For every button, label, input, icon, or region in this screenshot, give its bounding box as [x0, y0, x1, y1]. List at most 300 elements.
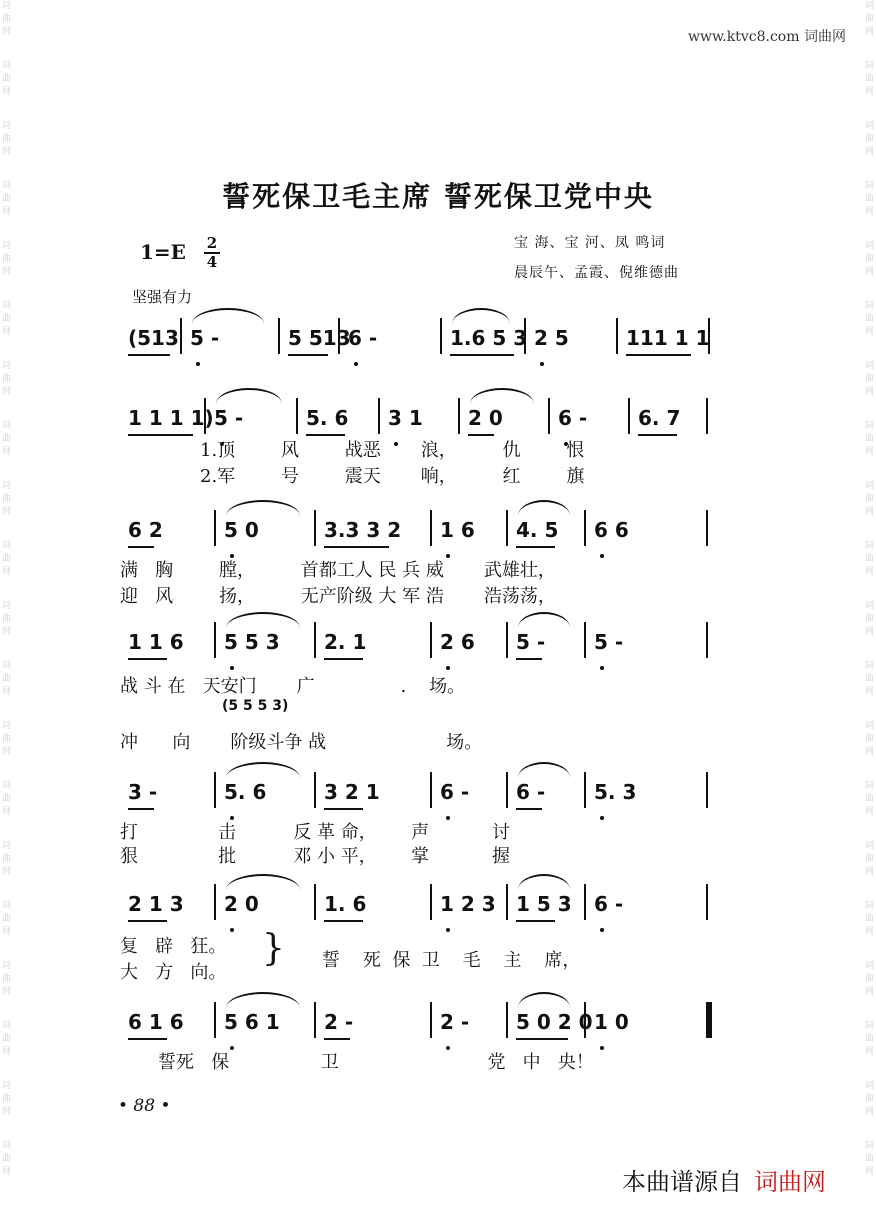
side-watermark-char: 网	[2, 207, 12, 217]
bar-line	[506, 884, 508, 920]
octave-dot	[196, 362, 200, 366]
beam-underline	[516, 1038, 568, 1040]
side-watermark-char: 曲	[2, 674, 12, 684]
beam-underline	[516, 546, 555, 548]
side-watermark-char: 曲	[864, 194, 874, 204]
measure-notes: 2 0	[468, 406, 503, 430]
side-watermark-char: 网	[2, 747, 12, 757]
side-watermark-char: 词	[2, 421, 12, 431]
side-watermark-group	[854, 600, 874, 660]
side-watermark-char: 网	[864, 267, 874, 277]
bar-line	[314, 622, 316, 658]
side-watermark-char: 网	[2, 927, 12, 937]
side-watermark-group	[2, 540, 22, 600]
side-watermark-char: 网	[864, 207, 874, 217]
bar-line	[180, 318, 182, 354]
side-watermark-char: 网	[864, 447, 874, 457]
slur-arc	[226, 500, 300, 516]
bar-line	[314, 884, 316, 920]
side-watermark-char: 词	[864, 1, 874, 11]
side-watermark-char: 曲	[864, 74, 874, 84]
side-watermark-char: 词	[2, 601, 12, 611]
side-watermark-char: 曲	[2, 494, 12, 504]
bar-line	[296, 398, 298, 434]
octave-dot	[446, 928, 450, 932]
measure-notes: 2 6	[440, 630, 475, 654]
bar-line	[506, 622, 508, 658]
slur-arc	[518, 762, 570, 778]
beam-underline	[516, 808, 542, 810]
side-watermark-char: 词	[864, 181, 874, 191]
bar-line	[506, 772, 508, 808]
notation-row	[118, 884, 718, 928]
side-watermark-group	[2, 120, 22, 180]
side-watermark-group	[854, 1080, 874, 1140]
beam-underline	[324, 1038, 350, 1040]
side-watermark-char: 网	[2, 567, 12, 577]
side-watermark-char: 曲	[2, 854, 12, 864]
slur-arc	[470, 388, 534, 404]
side-watermark-char: 网	[2, 987, 12, 997]
bar-line	[584, 1002, 586, 1038]
side-watermark-group	[2, 1080, 22, 1140]
bar-line	[214, 772, 216, 808]
side-watermark-group	[854, 300, 874, 360]
site-watermark[interactable]	[688, 26, 846, 46]
side-watermark-group	[854, 0, 874, 60]
side-watermark-char: 词	[2, 1, 12, 11]
side-watermark-char: 网	[2, 27, 12, 37]
side-watermark-char: 词	[2, 721, 12, 731]
slur-arc	[226, 992, 300, 1008]
side-watermark-char: 网	[864, 627, 874, 637]
lyric-row6-refrain: 誓 死 保 卫 毛 主 席，	[322, 950, 581, 971]
side-watermark-char: 词	[2, 1141, 12, 1151]
lyric-row7: 誓死 保 卫 党 中 央！	[158, 1052, 594, 1073]
side-watermark-group	[2, 240, 22, 300]
beam-underline	[288, 354, 328, 356]
side-watermark-char: 网	[864, 327, 874, 337]
side-watermark-group	[854, 540, 874, 600]
side-watermark-char: 曲	[2, 194, 12, 204]
slur-arc	[216, 388, 282, 404]
side-watermark-group	[2, 1020, 22, 1080]
side-watermark-char: 网	[864, 1047, 874, 1057]
bar-line	[314, 510, 316, 546]
beam-underline	[638, 434, 677, 436]
bar-line	[584, 622, 586, 658]
measure-notes: 6 -	[440, 780, 470, 804]
beam-underline	[128, 354, 170, 356]
side-watermark-char: 网	[2, 267, 12, 277]
side-watermark-char: 曲	[864, 134, 874, 144]
slur-arc	[452, 308, 510, 324]
tempo-marking: 坚强有力	[132, 288, 193, 306]
side-watermark-char: 曲	[864, 14, 874, 24]
bar-line	[584, 772, 586, 808]
side-watermark-char: 词	[864, 481, 874, 491]
side-watermark-char: 词	[2, 241, 12, 251]
side-watermark-char: 曲	[2, 254, 12, 264]
beam-underline	[128, 1038, 167, 1040]
measure-notes: 3 -	[128, 780, 158, 804]
side-watermark-char: 曲	[864, 494, 874, 504]
beam-underline	[128, 546, 154, 548]
side-watermark-char: 网	[2, 327, 12, 337]
octave-dot	[600, 666, 604, 670]
bar-line	[214, 622, 216, 658]
measure-notes: 111 1 1	[626, 326, 710, 350]
octave-dot	[354, 362, 358, 366]
bar-line	[506, 510, 508, 546]
bar-line	[314, 1002, 316, 1038]
time-signature	[204, 236, 220, 270]
bar-line	[314, 772, 316, 808]
side-watermark-char: 词	[864, 61, 874, 71]
measure-notes: 3.3 3 2	[324, 518, 402, 542]
site-name[interactable]: 词曲网	[803, 29, 846, 45]
side-watermark-char: 词	[2, 1081, 12, 1091]
side-watermark-char: 网	[2, 687, 12, 697]
beam-underline	[128, 920, 167, 922]
octave-dot	[600, 1046, 604, 1050]
side-watermark-char: 网	[2, 1107, 12, 1117]
side-watermark-char: 曲	[2, 314, 12, 324]
bar-line	[706, 772, 708, 808]
octave-dot	[446, 666, 450, 670]
slur-arc	[226, 612, 300, 628]
side-watermark-char: 网	[2, 807, 12, 817]
beam-underline	[324, 546, 389, 548]
side-watermark-char: 网	[864, 567, 874, 577]
side-watermark-char: 网	[864, 807, 874, 817]
bar-line	[706, 510, 708, 546]
site-url[interactable]: www.ktvc8.com	[688, 29, 800, 45]
measure-notes: 5 -	[516, 630, 546, 654]
side-watermark-char: 网	[864, 87, 874, 97]
side-watermark-char: 网	[2, 387, 12, 397]
side-watermark-char: 词	[864, 241, 874, 251]
bar-line	[430, 1002, 432, 1038]
measure-notes: 5 5 3	[224, 630, 280, 654]
side-watermark-char: 曲	[2, 374, 12, 384]
side-watermark-char: 网	[864, 747, 874, 757]
bar-line	[338, 318, 340, 354]
side-watermark-char: 网	[864, 927, 874, 937]
bar-line	[214, 510, 216, 546]
lyric-row2-verse2: 2.军 号 震天 响， 红 旗	[200, 466, 585, 487]
side-watermark-char: 网	[864, 1107, 874, 1117]
side-watermark-group	[2, 60, 22, 120]
lyricist-credit: 宝 海、宝 河、凤 鸣词	[514, 235, 666, 251]
bar-line	[430, 510, 432, 546]
side-watermark-char: 网	[864, 987, 874, 997]
beam-underline	[626, 354, 691, 356]
side-watermark-char: 网	[864, 387, 874, 397]
side-watermark-char: 曲	[864, 794, 874, 804]
side-watermark-char: 网	[2, 1167, 12, 1177]
beam-underline	[516, 658, 542, 660]
measure-notes: 3 1	[388, 406, 423, 430]
side-watermark-char: 词	[864, 901, 874, 911]
side-watermark-char: 网	[2, 87, 12, 97]
measure-notes: 5. 6	[306, 406, 349, 430]
side-watermark-char: 曲	[864, 374, 874, 384]
side-watermark-group	[2, 840, 22, 900]
beam-underline	[128, 434, 193, 436]
side-watermark-group	[2, 360, 22, 420]
bar-line	[616, 318, 618, 354]
side-watermark-group	[2, 480, 22, 540]
side-watermark-char: 网	[2, 147, 12, 157]
side-watermark-char: 曲	[864, 314, 874, 324]
side-watermark-char: 网	[864, 867, 874, 877]
bar-line	[548, 398, 550, 434]
side-watermark-char: 曲	[2, 134, 12, 144]
side-watermark-group	[854, 120, 874, 180]
measure-notes: 6 -	[516, 780, 546, 804]
side-watermark-char: 曲	[2, 1154, 12, 1164]
side-watermark-group	[854, 420, 874, 480]
side-watermark-group	[2, 720, 22, 780]
bar-line	[204, 398, 206, 434]
beam-underline	[324, 920, 363, 922]
side-watermark-char: 词	[2, 841, 12, 851]
side-watermark-char: 词	[864, 541, 874, 551]
slur-arc	[518, 612, 570, 628]
lyric-row6-verse1: 复 辟 狂。	[120, 936, 227, 957]
side-watermark-group	[854, 720, 874, 780]
side-watermark-char: 词	[2, 61, 12, 71]
beam-underline	[324, 658, 363, 660]
side-watermark-group	[854, 960, 874, 1020]
side-watermark-char: 曲	[2, 794, 12, 804]
notation-row	[118, 772, 718, 816]
side-watermark-char: 网	[2, 867, 12, 877]
side-watermark-group	[2, 420, 22, 480]
beam-underline	[450, 354, 514, 356]
side-watermark-char: 词	[2, 541, 12, 551]
lyric-row3-verse2: 迎 风 扬， 无产阶级 大 军 浩 浩荡荡，	[120, 586, 556, 607]
bar-line	[278, 318, 280, 354]
lyric-row3-verse1: 满 胸 膛， 首都工人 民 兵 威 武雄壮，	[120, 560, 556, 581]
side-watermark-char: 曲	[864, 1094, 874, 1104]
side-watermark-group	[854, 60, 874, 120]
measure-notes: 5 0 2 0	[516, 1010, 593, 1034]
side-watermark-char: 词	[864, 721, 874, 731]
notation-row	[118, 318, 718, 362]
side-watermark-char: 词	[2, 781, 12, 791]
bar-line	[628, 398, 630, 434]
alt-notes: (5 5 5 3)	[222, 698, 289, 714]
side-watermark-group	[854, 900, 874, 960]
slur-arc	[518, 874, 570, 890]
side-watermark-char: 词	[864, 961, 874, 971]
measure-notes: 5 -	[594, 630, 624, 654]
measure-notes: 5. 3	[594, 780, 637, 804]
measure-notes: 3 2 1	[324, 780, 380, 804]
side-watermark-group	[854, 240, 874, 300]
slur-arc	[518, 500, 570, 516]
beam-underline	[324, 808, 363, 810]
side-watermark-char: 曲	[864, 1034, 874, 1044]
side-watermark-group	[2, 660, 22, 720]
bar-line	[706, 398, 708, 434]
side-watermark-group	[2, 300, 22, 360]
side-watermark-char: 曲	[864, 614, 874, 624]
side-watermark-char: 曲	[864, 674, 874, 684]
meter-top: 2	[206, 234, 218, 252]
page-number: • 88 •	[118, 1096, 171, 1116]
side-watermark-char: 网	[2, 1047, 12, 1057]
side-watermark-char: 曲	[2, 14, 12, 24]
octave-dot	[230, 666, 234, 670]
measure-notes: 5. 6	[224, 780, 267, 804]
side-watermark-char: 词	[2, 961, 12, 971]
lyric-row5-verse2: 狠 批 邓 小 平， 掌 握	[120, 846, 511, 867]
side-watermark-group	[854, 1140, 874, 1200]
measure-notes: 1.6 5 3	[450, 326, 528, 350]
source-text: 本曲谱源自	[622, 1168, 742, 1196]
measure-notes: 6 2	[128, 518, 163, 542]
beam-underline	[128, 658, 167, 660]
side-watermark-char: 曲	[864, 914, 874, 924]
bar-line	[430, 622, 432, 658]
composer-credit: 晨辰午、孟霞、倪维德曲	[514, 265, 679, 281]
side-watermark-char: 词	[864, 841, 874, 851]
side-watermark-char: 曲	[864, 854, 874, 864]
bar-line	[706, 622, 708, 658]
side-watermark-char: 词	[2, 661, 12, 671]
side-watermark-char: 曲	[2, 1094, 12, 1104]
bar-line	[378, 398, 380, 434]
bar-line	[584, 510, 586, 546]
side-watermark-group	[2, 1140, 22, 1200]
bar-line	[706, 884, 708, 920]
key-signature: 1=E	[140, 240, 186, 264]
slur-arc	[518, 992, 570, 1008]
lyric-row5-verse1: 打 击 反 革 命， 声 讨	[120, 822, 511, 843]
measure-notes: 4. 5	[516, 518, 559, 542]
measure-notes: 1 1 1 1)	[128, 406, 214, 430]
side-watermark-char: 词	[864, 661, 874, 671]
bar-line	[708, 318, 710, 354]
side-watermark-char: 网	[864, 147, 874, 157]
side-watermark-char: 曲	[864, 734, 874, 744]
measure-notes: 6 -	[558, 406, 588, 430]
measure-notes: 1 6	[440, 518, 475, 542]
side-watermark-group	[2, 960, 22, 1020]
side-watermark-char: 词	[2, 361, 12, 371]
side-watermark-group	[854, 1020, 874, 1080]
side-watermark-char: 网	[2, 507, 12, 517]
measure-notes: 6 -	[594, 892, 624, 916]
side-watermark-char: 曲	[864, 554, 874, 564]
side-watermark-char: 词	[864, 1081, 874, 1091]
side-watermark-char: 曲	[2, 74, 12, 84]
bar-line	[214, 1002, 216, 1038]
side-watermark-char: 曲	[2, 554, 12, 564]
side-watermark-char: 词	[2, 901, 12, 911]
measure-notes: 2 -	[324, 1010, 354, 1034]
slur-arc	[192, 308, 264, 324]
side-watermark-char: 网	[864, 507, 874, 517]
side-watermark-char: 曲	[864, 434, 874, 444]
side-watermark-group	[2, 900, 22, 960]
side-watermark-char: 网	[2, 627, 12, 637]
side-watermark-char: 词	[2, 481, 12, 491]
measure-notes: 2 -	[440, 1010, 470, 1034]
octave-dot	[600, 928, 604, 932]
side-watermark-char: 词	[864, 601, 874, 611]
lyric-row6-verse2: 大 方 向。	[120, 962, 227, 983]
side-watermark-char: 曲	[2, 914, 12, 924]
side-watermark-char: 词	[864, 301, 874, 311]
side-watermark-group	[2, 600, 22, 660]
octave-dot	[540, 362, 544, 366]
side-watermark-group	[854, 780, 874, 840]
side-watermark-char: 曲	[2, 1034, 12, 1044]
measure-notes: 2 1 3	[128, 892, 184, 916]
side-watermark-char: 网	[864, 687, 874, 697]
bar-line	[440, 318, 442, 354]
side-watermark-char: 曲	[864, 254, 874, 264]
side-watermark-group	[854, 660, 874, 720]
side-watermark-group	[854, 840, 874, 900]
octave-dot	[230, 928, 234, 932]
bar-line	[524, 318, 526, 354]
source-brand[interactable]: 词曲网	[754, 1168, 826, 1196]
measure-notes: 5 -	[190, 326, 220, 350]
measure-notes: (513	[128, 326, 179, 350]
beam-underline	[128, 808, 154, 810]
side-watermark-char: 曲	[2, 434, 12, 444]
slur-arc	[226, 874, 300, 890]
bar-line	[506, 1002, 508, 1038]
side-watermark-char: 网	[2, 447, 12, 457]
bar-line	[214, 884, 216, 920]
notation-row	[118, 1002, 718, 1046]
meter-bottom: 4	[206, 253, 218, 271]
slur-arc	[226, 762, 300, 778]
side-watermark-group	[854, 480, 874, 540]
side-watermark-char: 词	[864, 1021, 874, 1031]
measure-notes: 1 5 3	[516, 892, 572, 916]
measure-notes: 6. 7	[638, 406, 681, 430]
notation-row	[118, 510, 718, 554]
lyric-row2-verse1: 1.顶 风 战恶 浪， 仇 恨	[200, 440, 585, 461]
bar-line	[706, 1002, 712, 1038]
side-watermark-char: 曲	[2, 734, 12, 744]
side-watermark-char: 网	[864, 1167, 874, 1177]
side-watermark-char: 网	[864, 27, 874, 37]
beam-underline	[516, 920, 555, 922]
measure-notes: 1. 6	[324, 892, 367, 916]
lyric-row4-verse1: 战 斗 在 天安门 广 . 场。	[120, 676, 466, 697]
measure-notes: 6 -	[348, 326, 378, 350]
measure-notes: 5 513	[288, 326, 351, 350]
side-watermark-char: 词	[2, 301, 12, 311]
side-watermark-group	[2, 0, 22, 60]
bar-line	[584, 884, 586, 920]
measure-notes: 2 0	[224, 892, 259, 916]
side-watermark-char: 词	[864, 421, 874, 431]
side-watermark-char: 曲	[2, 974, 12, 984]
side-watermark-char: 词	[864, 121, 874, 131]
side-watermark-group	[854, 360, 874, 420]
side-watermark-char: 词	[864, 361, 874, 371]
source-footer	[622, 1162, 826, 1197]
